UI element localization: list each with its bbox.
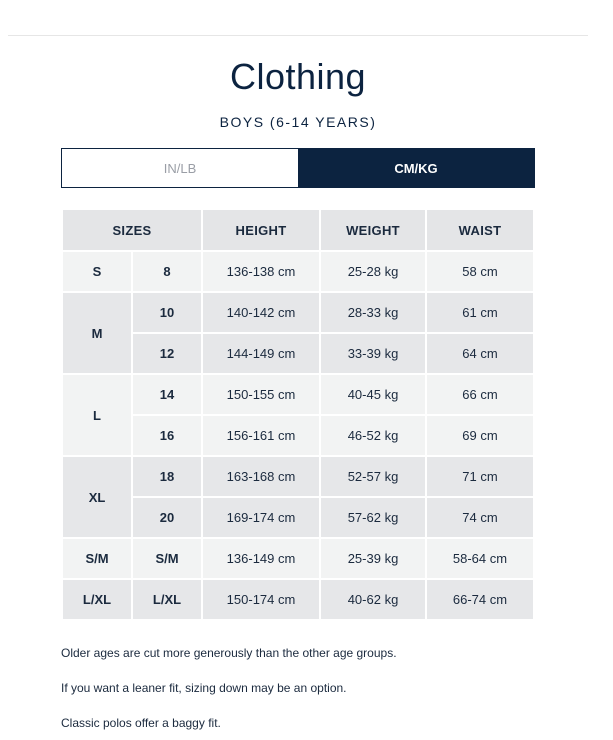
table-row <box>63 293 533 332</box>
age-label: 12 <box>133 334 201 373</box>
age-label: 18 <box>133 457 201 496</box>
note-older-ages: Older ages are cut more generously than the other age groups. <box>61 646 397 660</box>
waist-cell: 61 cm <box>427 293 533 332</box>
size-label: M <box>63 293 131 373</box>
waist-cell: 71 cm <box>427 457 533 496</box>
fit-notes <box>61 646 397 740</box>
table-row <box>63 580 533 619</box>
weight-cell: 33-39 kg <box>321 334 425 373</box>
height-cell: 140-142 cm <box>203 293 319 332</box>
height-cell: 163-168 cm <box>203 457 319 496</box>
header-weight: WEIGHT <box>321 210 425 250</box>
unit-option-in-lb[interactable]: IN/LB <box>62 149 298 187</box>
age-label: S/M <box>133 539 201 578</box>
weight-cell: 40-62 kg <box>321 580 425 619</box>
page-title: Clothing <box>229 56 367 97</box>
age-label: L/XL <box>133 580 201 619</box>
age-label: 8 <box>133 252 201 291</box>
waist-cell: 74 cm <box>427 498 533 537</box>
size-label: XL <box>63 457 131 537</box>
weight-cell: 40-45 kg <box>321 375 425 414</box>
table-row <box>63 334 533 373</box>
size-label: S <box>63 252 131 291</box>
height-cell: 150-155 cm <box>203 375 319 414</box>
table-row <box>63 252 533 291</box>
table-row <box>63 416 533 455</box>
waist-cell: 66 cm <box>427 375 533 414</box>
top-divider <box>8 35 588 36</box>
header-sizes: SIZES <box>63 210 201 250</box>
table-row <box>63 457 533 496</box>
table-row <box>63 539 533 578</box>
size-label: S/M <box>63 539 131 578</box>
table-row <box>63 498 533 537</box>
unit-option-cm-kg[interactable]: CM/KG <box>298 149 534 187</box>
height-cell: 169-174 cm <box>203 498 319 537</box>
size-label: L <box>63 375 131 455</box>
size-label: L/XL <box>63 580 131 619</box>
note-classic-polos: Classic polos offer a baggy fit. <box>61 716 221 730</box>
waist-cell: 66-74 cm <box>427 580 533 619</box>
age-label: 10 <box>133 293 201 332</box>
height-cell: 150-174 cm <box>203 580 319 619</box>
weight-cell: 25-39 kg <box>321 539 425 578</box>
height-cell: 144-149 cm <box>203 334 319 373</box>
age-label: 14 <box>133 375 201 414</box>
page-subtitle: BOYS (6-14 YEARS) <box>219 114 377 130</box>
waist-cell: 58 cm <box>427 252 533 291</box>
header-waist: WAIST <box>427 210 533 250</box>
weight-cell: 25-28 kg <box>321 252 425 291</box>
waist-cell: 58-64 cm <box>427 539 533 578</box>
height-cell: 136-138 cm <box>203 252 319 291</box>
unit-toggle <box>61 148 535 188</box>
table-row <box>63 375 533 414</box>
waist-cell: 64 cm <box>427 334 533 373</box>
header-height: HEIGHT <box>203 210 319 250</box>
weight-cell: 57-62 kg <box>321 498 425 537</box>
weight-cell: 52-57 kg <box>321 457 425 496</box>
table-header-row <box>63 210 533 250</box>
height-cell: 156-161 cm <box>203 416 319 455</box>
age-label: 20 <box>133 498 201 537</box>
height-cell: 136-149 cm <box>203 539 319 578</box>
weight-cell: 28-33 kg <box>321 293 425 332</box>
note-leaner-fit: If you want a leaner fit, sizing down may be an option. <box>61 681 347 695</box>
age-label: 16 <box>133 416 201 455</box>
size-table <box>61 208 535 621</box>
waist-cell: 69 cm <box>427 416 533 455</box>
weight-cell: 46-52 kg <box>321 416 425 455</box>
